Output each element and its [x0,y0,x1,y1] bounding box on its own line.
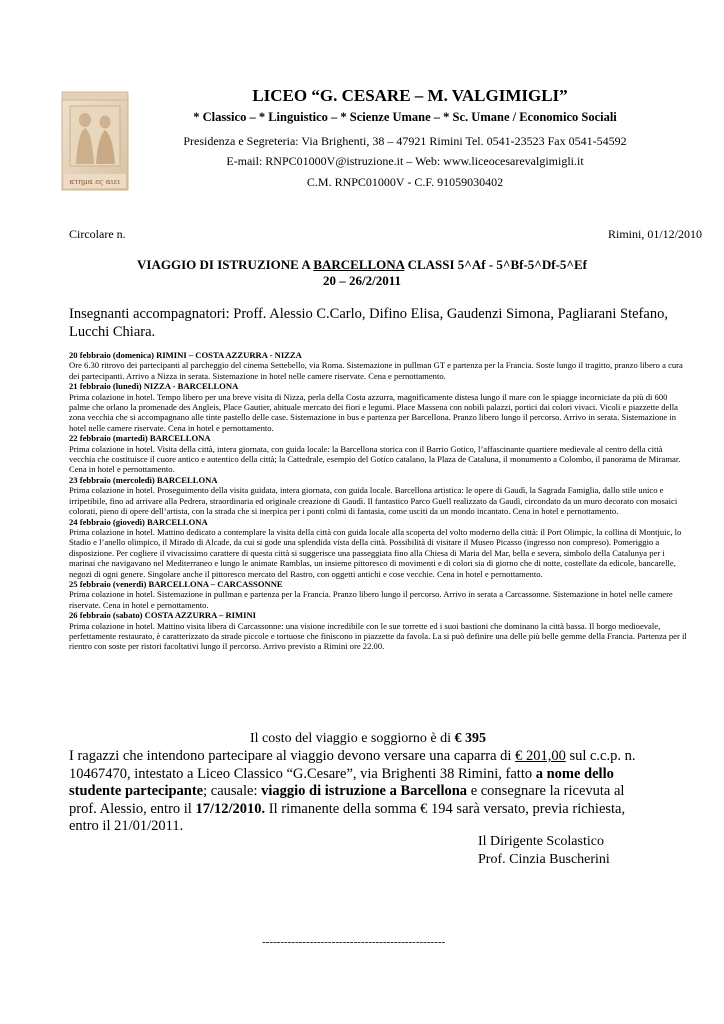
day-text: Prima colazione in hotel. Visita della città, intera giornata, con guida locale: la Barcellona storica con il Barrio Gotico, l’affascinante quartiere medievale al centro della città vecchia che costituisce il cuore antico e autentico della città; la Cattedrale, esempio del Gotico catalano, la Plaza de Cataluna, il monumento a Colombo, il panorama de Miramar. Cena in hotel e pernottamento. [69,443,681,475]
day-heading: 23 febbraio (mercoledì) BARCELLONA [69,474,218,485]
circular-number: Circolare n. [69,227,126,241]
trip-title [60,257,664,289]
trip-cost-label: Il costo del viaggio e soggiorno è di [250,731,455,746]
day-heading: 25 febbraio (venerdì) BARCELLONA – CARCASSONNE [69,578,283,589]
payment-text: e consegnare la ricevuta al prof. Alessio, entro il [69,783,625,817]
day-text: Prima colazione in hotel. Mattino dedicato a contemplare la visita della città con guida locale alla scoperta del volto moderno della città: il Port Olimpic, la collina di Montjuic, lo Stadio e l’anello olimpico, il Mirado di Alcade, da cui si gode una splendida vista della città. Possibilità di visitare il Museo Picasso (ingresso non compreso). Pomeriggio a disposizione. Per cogliere il vivacissimo carattere di questa città si suggerisce una passeggiata fino alla Chiesa di Maria del Mar, bella e severa, simbolo della Catalunya per i marinai che navigavano nel Mediterraneo e lungo le animate Ramblas, un insieme pittoresco di movimenti e di colori sia di giorno che di notte, costellate da edicole, bancarelle, negozi di ogni genere. Singolare anche il pittoresco mercato del Rastro, con oggetti antichi e cose vecchie. Cena in hotel e pernottamento. [69,526,682,579]
day-heading: 22 febbraio (martedì) BARCELLONA [69,433,211,444]
payment-text: I ragazzi che intendono partecipare al viaggio devono versare una caparra di [69,748,516,764]
itinerary [69,350,689,652]
footer-rule: -------------------------------------------------- [262,936,446,948]
payment-deadline: 17/12/2010. [195,800,266,817]
day-text: Prima colazione in hotel. Sistemazione in pullman e partenza per la Francia. Pranzo libero lungo il percorso. Arrivo in serata a Carcassonne. Sistemazione in hotel nelle camere riservate. Cena in hotel e pernottamento. [69,589,673,610]
circular-date: Rimini, 01/12/2010 [607,227,702,241]
day-text: Prima colazione in hotel. Mattino visita libera di Carcassonne: una visione incredibile con le sue torrette ed i suoi bastioni che dominano la città bassa. Il borgo medioevale, perfettamente restaurato, è caratterizzato da strade piccole e tortuose che finiscono in piazzette da favola. La si può definire una delle più belle gemme della Francia. Partenza per il rientro con soste per ristori facoltativi lungo il percorso. Arrivo previsto a Rimini ore 22.00. [69,620,687,652]
school-contacts: E-mail: RNPC01000V@istruzione.it – Web: www.liceocesarevalgimigli.it [226,154,584,168]
school-title: LICEO “G. CESARE – M. VALGIMIGLI” [252,86,568,105]
school-address: Presidenza e Segreteria: Via Brighenti, 38 – 47921 Rimini Tel. 0541-23523 Fax 0541-54592 [183,134,627,148]
school-codes: C.M. RNPC01000V - C.F. 91059030402 [306,175,504,189]
signatory-name: Prof. Cinzia Buscherini [478,851,610,867]
deposit-amount: € 201,00 [515,748,566,764]
day-heading: 20 febbraio (domenica) RIMINI – COSTA AZZURRA - NIZZA [69,350,302,360]
school-logo [58,86,132,204]
logo-inscription: κτημα ες αιει [69,177,121,186]
payment-reason: viaggio di istruzione a Barcellona [261,783,468,799]
stele-relief-icon [58,86,132,204]
trip-dates: 20 – 26/2/2011 [322,273,401,288]
trip-title-city: BARCELLONA [313,257,405,272]
day-heading: 21 febbraio (lunedì) NIZZA - BARCELLONA [69,381,239,392]
day-text: Prima colazione in hotel. Tempo libero per una breve visita di Nizza, perla della Costa azzurra, magnificamente distesa lungo il mare con le spiagge incorniciate da più di 600 palme che orlano la promenade des Angleis, Place Gautier, abituale mercato dei fiori e legumi. Place Massena con nobili palazzi, portici dai colori vivaci. Vicoli e piazzette della zona vecchia che si accompagnano alle tinte pastello delle case. Sistemazione in bus e partenza per Barcellona. Pranzo libero lungo il percorso. Arrivo in serata. Sistemazione in hotel nelle camere riservate. Cena in hotel e pernottamento. [69,391,678,433]
payment-instructions [69,748,639,836]
payment-text: sul c.c.p. n. 10467470, intestato a Liceo Classico “G.Cesare”, via Brighenti 38 Rimini, fatto [69,748,636,782]
trip-title-classes: CLASSI 5^Af - 5^Bf-5^Df-5^Ef [404,257,587,272]
accompanying-teachers: Insegnanti accompagnatori: Proff. Alessio C.Carlo, Difino Elisa, Gaudenzi Simona, Pagliarani Stefano, Lucchi Chiara. [69,306,668,340]
day-heading: 26 febbraio (sabato) COSTA AZZURRA – RIMINI [69,610,257,621]
payment-text: Il rimanente della somma € 194 sarà versato, previa richiesta, entro il 21/01/2011. [69,800,626,834]
payment-emphasis: a nome dello studente partecipante [69,765,614,799]
signature-block [478,833,658,868]
trip-cost [250,731,486,747]
trip-title-prefix: VIAGGIO DI ISTRUZIONE A [137,257,314,272]
signatory-role: Il Dirigente Scolastico [478,834,604,849]
day-text: Prima colazione in hotel. Proseguimento della visita guidata, intera giornata, con guida locale. Barcellona artistica: le opere di Gaudì, la Sagrada Famiglia, dallo stile unico e irripetibile, fino ad arrivare alla Pedrera, straordinaria ed originale creazione di Gaudì. Il fantastico Parco Guell realizzato da Gaudì, circondato da un muro decorato con mosaici colorati, pieno di opere dell’artista, con la strada che si inerpica per i ponti colmi di fantasia, come usciti da un mondo incantato. Cena in hotel e pernottamento. [69,485,678,517]
school-subtitle: * Classico – * Linguistico – * Scienze Umane – * Sc. Umane / Economico Sociali [193,110,617,124]
trip-title-line [60,257,664,273]
day-heading: 24 febbraio (giovedì) BARCELLONA [69,516,208,527]
day-text: Ore 6.30 ritrovo dei partecipanti al parcheggio del cinema Settebello, via Roma. Sistemazione in pullman GT e partenza per la Francia. Soste lungo il tragitto, pranzo libero a cura dei partecipanti. Arrivo a Nizza in serata. Sistemazione in hotel nelle camere riservate. Cena e pernottamento. [69,360,683,381]
trip-cost-amount: € 395 [454,731,487,746]
payment-text: ; causale: [203,783,262,799]
